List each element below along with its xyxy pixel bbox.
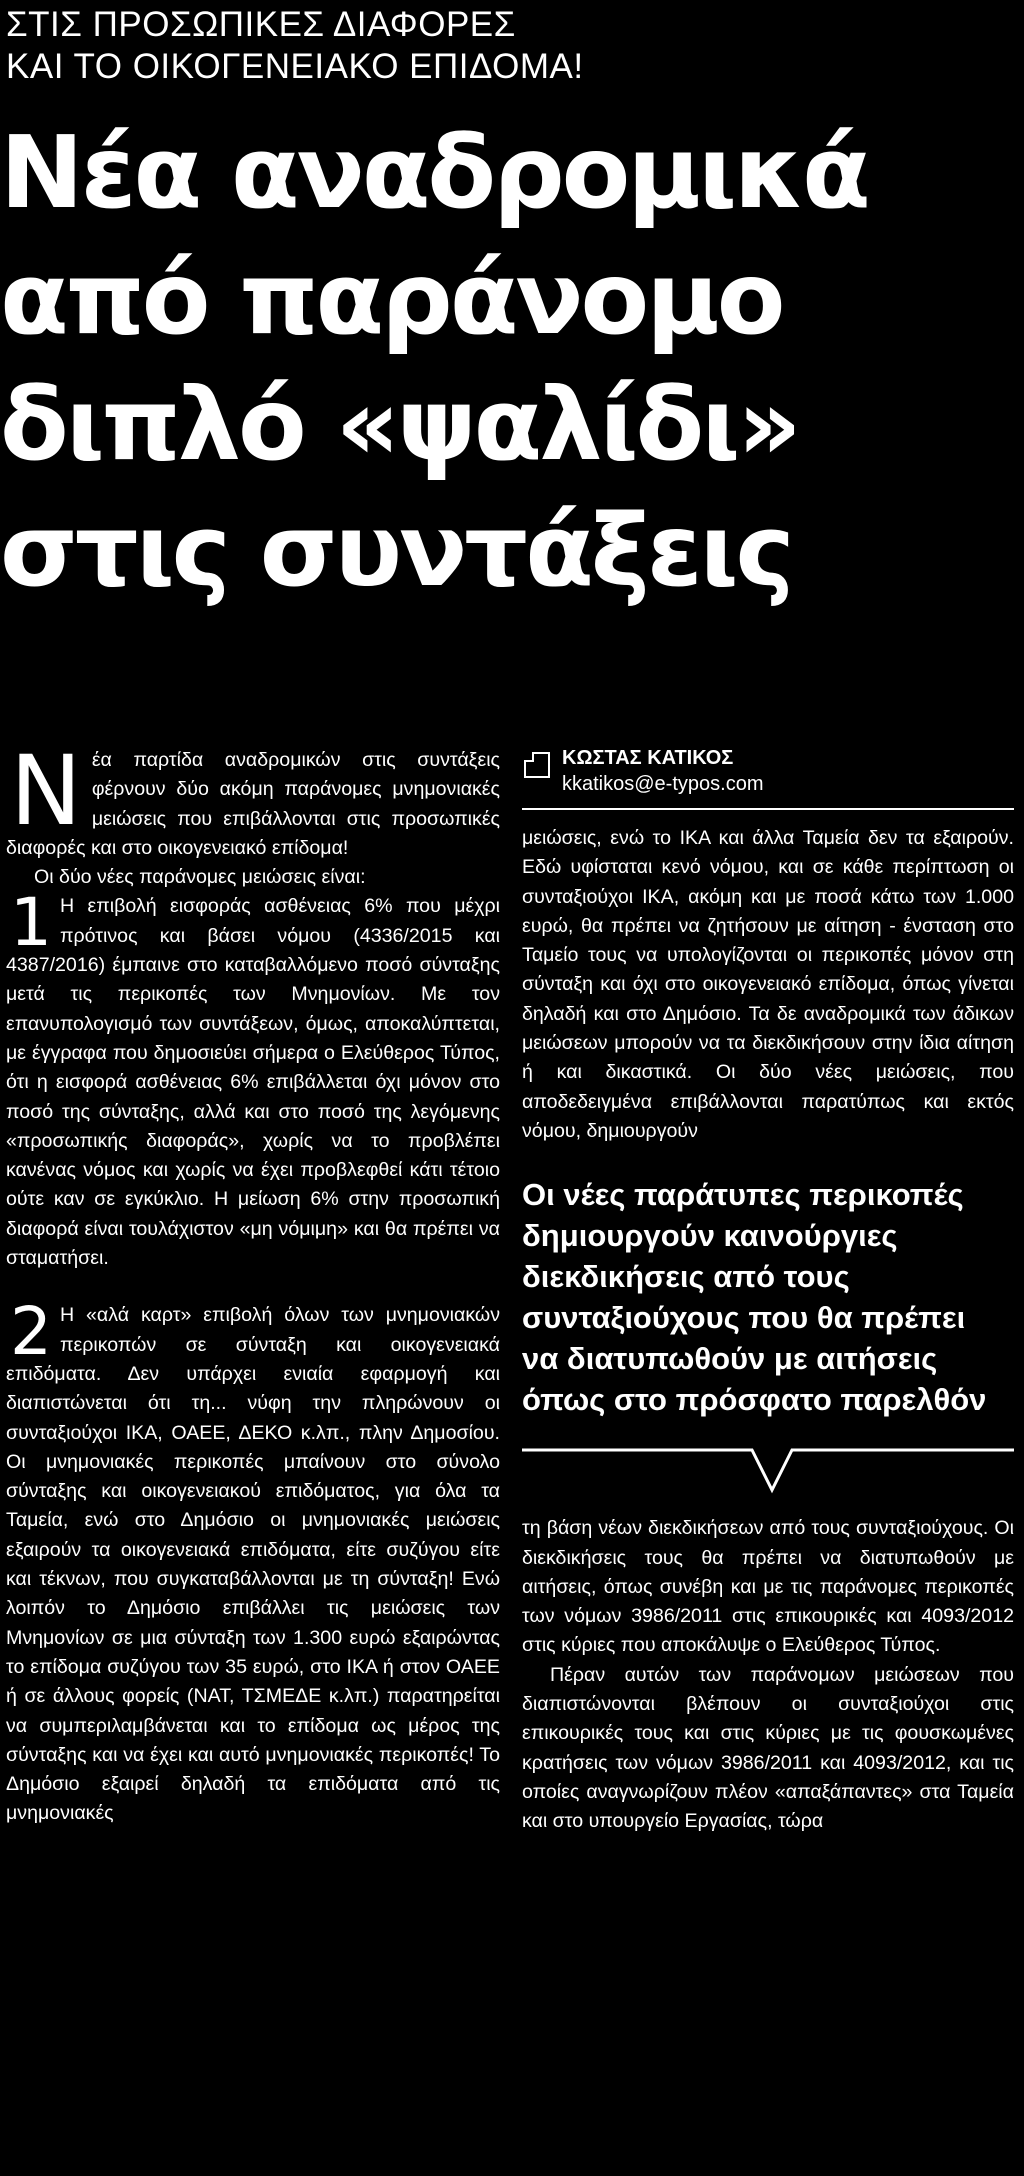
right-paragraph-2: τη βάση νέων διεκδικήσεων από τους συνταξιούχους. Οι διεκδικήσεις τους θα πρέπει να διατυπωθούν με αιτήσεις, όπως συνέβη και με τις παράνομες περικοπές των νόμων 3986/2011 στις επικουρικές και 4093/2012 στις κύριες που αποκάλυψε ο Ελεύθερος Τύπος.	[522, 1517, 1014, 1657]
point-1-text: Η επιβολή εισφοράς ασθένειας 6% που μέχρι πρότινος και βάσει νόμου (4336/2015 και 4387/2016) έμπαινε στο καταβαλλόμενο ποσό σύνταξης μετά τις περικοπές των Μνημονίων. Με τον επανυπολογισμό των συντάξεων, όμως, αποκαλύπτεται, με έγγραφα που δημοσιεύει σήμερα ο Ελεύθερος Τύπος, ότι η εισφορά ασθένειας 6% επιβάλλεται όχι μόνον στο ποσό της σύνταξης, αλλά και στο ποσό της λεγόμενης «προσωπικής διαφοράς», χωρίς να το προβλέπει κανένας νόμος και χωρίς να έχει προβλεφθεί κάτι τέτοιο ούτε καν σε εγκύκλιο. Η μείωση 6% στην προσωπική διαφορά είναι τουλάχιστον «μη νόμιμη» και θα πρέπει να σταματήσει.	[6, 895, 500, 1270]
right-column	[522, 746, 1014, 1837]
headline-line-3: διπλό «ψαλίδι»	[0, 366, 799, 483]
pull-quote: Οι νέες παράτυπες περικοπές δημιουργούν καινούργιες διεκδικήσεις από τους συνταξιούχους που θα πρέπει να διατυπωθούν με αιτήσεις όπως στο πρόσφατο παρελθόν	[522, 1177, 987, 1418]
lead-in-paragraph: Οι δύο νέες παράνομες μειώσεις είναι:	[34, 866, 366, 889]
headline	[0, 110, 1024, 614]
right-paragraph-3: Πέραν αυτών των παράνομων μειώσεων που διαπιστώνονται βλέπουν οι συνταξιούχοι στις επικουρικές τους και στις κύριες με τις φουσκωμένες κρατήσεις των νόμων 3986/2011 και 4093/2012, και τις οποίες αναγνωρίζουν πλέον «απαξάπαντες» στα Ταμεία και στο υπουργείο Εργασίας, τώρα	[522, 1663, 1014, 1833]
left-column	[6, 735, 500, 1829]
intro-text: έα παρτίδα αναδρομικών στις συντάξεις φέρνουν δύο ακόμη παράνομες μνημονιακές μειώσεις που επιβάλλονται στις προσωπικές διαφορές και στο οικογενειακό επίδομα!	[6, 749, 500, 859]
kicker-line-2: ΚΑΙ ΤΟ ΟΙΚΟΓΕΝΕΙΑΚΟ ΕΠΙΔΟΜΑ!	[6, 47, 584, 86]
byline-divider	[522, 808, 1014, 810]
intro-paragraph	[6, 735, 500, 863]
right-paragraph-1: μειώσεις, ενώ το ΙΚΑ και άλλα Ταμεία δεν τα εξαιρούν. Εδώ υφίσταται κενό νόμου, και σε κάθε περίπτωση οι συνταξιούχοι ΙΚΑ, ακόμη και με ποσά κάτω των 1.000 ευρώ, θα πρέπει να ζητήσουν με αίτηση - ένσταση στο Ταμείο τους να υπολογίζονται οι περικοπές μόνον στη σύνταξη και όχι στο οικογενειακό επίδομα, όπως γίνεται δηλαδή και στο Δημόσιο. Τα δε αναδρομικά των άδικων μειώσεων μπορούν να τα διεκδικήσουν στην ίδια αίτηση ή και δικαστικά. Οι δύο νέες μειώσεις, που αποδεδειγμένα επιβάλλονται παρατύπως και εκτός νόμου, δημιουργούν	[522, 827, 1014, 1142]
drop-cap: Ν	[10, 735, 82, 847]
byline	[522, 746, 1014, 802]
headline-line-1: Νέα αναδρομικά	[0, 114, 868, 231]
author-name: ΚΩΣΤΑΣ ΚΑΤΙΚΟΣ	[562, 747, 734, 769]
point-2-paragraph	[6, 1293, 500, 1828]
point-2-number: 2	[10, 1293, 52, 1371]
pull-quote-divider	[522, 1438, 1014, 1498]
kicker	[6, 4, 1016, 88]
point-1-number: 1	[10, 884, 52, 962]
author-email[interactable]: kkatikos@e-typos.com	[562, 773, 764, 795]
kicker-line-1: ΣΤΙΣ ΠΡΟΣΩΠΙΚΕΣ ΔΙΑΦΟΡΕΣ	[6, 5, 516, 44]
headline-line-2: από παράνομο	[0, 240, 783, 357]
document-icon	[524, 752, 550, 778]
point-2-text: Η «αλά καρτ» επιβολή όλων των μνημονιακών περικοπών σε σύνταξη και οικογενειακά επιδόματα. Δεν υπάρχει ενιαία εφαρμογή και διαπιστώνεται ότι τη... νύφη την πληρώνουν οι συνταξιούχοι ΙΚΑ, ΟΑΕΕ, ΔΕΚΟ κ.λπ., πλην Δημοσίου. Οι μνημονιακές περικοπές μπαίνουν στο σύνολο σύνταξης και οικογενειακού επιδόματος, για όλα τα Ταμεία, ενώ στο Δημόσιο οι μνημονιακές μειώσεις εξαιρούν τα οικογενειακά επιδόματα, είτε συζύγου είτε και τέκνων, που συγκαταβάλλονται με τη σύνταξη! Ενώ λοιπόν το Δημόσιο επιβάλλει τις μειώσεις των Μνημονίων σε μια σύνταξη των 1.300 ευρώ εξαιρώντας το επίδομα συζύγου των 35 ευρώ, στο ΙΚΑ ή στον ΟΑΕΕ ή σε άλλους φορείς (ΝΑΤ, ΤΣΜΕΔΕ κ.λπ.) παρατηρείται να συμπεριλαμβάνεται και το επίδομα ως μέρος της σύνταξης και να έχει και αυτό μνημονιακές περικοπές! Το Δημόσιο εξαιρεί δηλαδή τα επιδόματα από τις μνημονιακές	[6, 1304, 500, 1825]
point-1-paragraph	[6, 884, 500, 1273]
headline-line-4: στις συντάξεις	[0, 492, 792, 609]
